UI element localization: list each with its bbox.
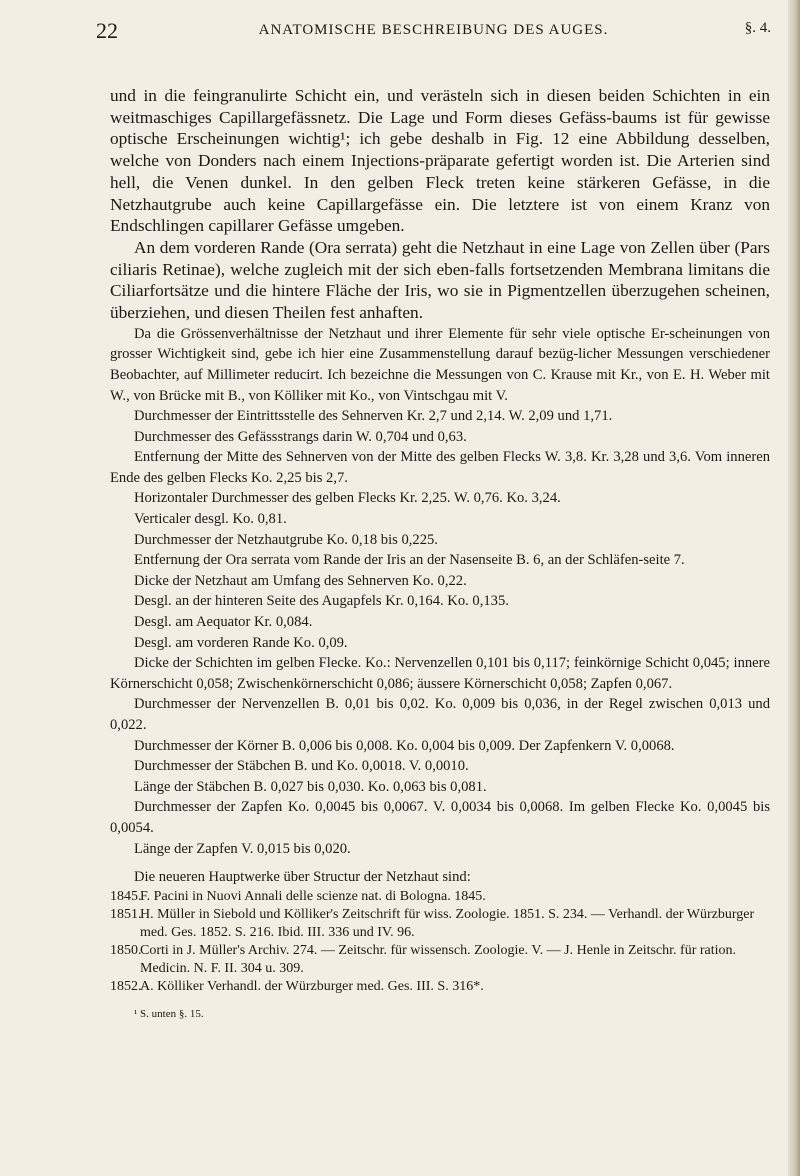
- measurement-item: Durchmesser der Eintrittsstelle des Sehnerven Kr. 2,7 und 2,14. W. 2,09 und 1,71.: [134, 408, 613, 425]
- reference-item: [110, 906, 770, 942]
- reference-year: 1845.: [110, 888, 142, 904]
- section-number: §. 4.: [744, 20, 771, 36]
- measurement-item: Verticaler desgl. Ko. 0,81.: [134, 511, 287, 528]
- reference-item: [110, 942, 770, 978]
- page-number: 22: [96, 18, 118, 43]
- footnote: ¹ S. unten §. 15.: [134, 1007, 204, 1020]
- measurement-item: Dicke der Netzhaut am Umfang des Sehnerven Ko. 0,22.: [134, 572, 467, 589]
- running-header: [96, 8, 771, 48]
- references-block: [110, 867, 770, 996]
- measurement-item: Länge der Stäbchen B. 0,027 bis 0,030. Ko. 0,063 bis 0,081.: [134, 778, 487, 795]
- measurement-item: Durchmesser der Nervenzellen B. 0,01 bis 0,02. Ko. 0,009 bis 0,036, in der Regel zwischen 0,013 und 0,022.: [110, 696, 770, 734]
- reference-text: H. Müller in Siebold und Kölliker's Zeitschrift für wiss. Zoologie. 1851. S. 234. — Verhandl. der Würzburger med. Ges. 1852. S. 216. Ibid. III. 336 und IV. 96.: [140, 906, 755, 940]
- body-paragraph-2: An dem vorderen Rande (Ora serrata) geht die Netzhaut in eine Lage von Zellen über (Pars ciliaris Retinae), welche zugleich mit der sich eben-falls fortsetzenden Membrana limitans die Ciliarfortsätze und die hintere Fläche der Iris, wo sie in Pigmentzellen überzugehen scheinen, überziehen, und diesen Theilen fest anhaften.: [110, 237, 770, 323]
- reference-item: [110, 978, 770, 996]
- reference-item: [110, 888, 770, 906]
- measurement-item: Horizontaler Durchmesser des gelben Flecks Kr. 2,25. W. 0,76. Ko. 3,24.: [134, 490, 561, 507]
- measurement-item: Länge der Zapfen V. 0,015 bis 0,020.: [134, 840, 351, 857]
- measurement-item: Durchmesser der Zapfen Ko. 0,0045 bis 0,0067. V. 0,0034 bis 0,0068. Im gelben Flecke Ko. 0,0045 bis 0,0054.: [110, 799, 770, 836]
- measurement-item: Durchmesser der Körner B. 0,006 bis 0,008. Ko. 0,004 bis 0,009. Der Zapfenkern V. 0,0068.: [134, 737, 675, 754]
- references-intro: Die neueren Hauptwerke über Structur der Netzhaut sind:: [134, 869, 471, 886]
- reference-text: F. Pacini in Nuovi Annali delle scienze nat. di Bologna. 1845.: [140, 888, 486, 904]
- reference-text: Corti in J. Müller's Archiv. 274. — Zeitschr. für wissensch. Zoologie. V. — J. Henle in Zeitschr. für ration. Medicin. N. F. II. 304 u. 309.: [140, 942, 737, 976]
- measurements-intro: Da die Grössenverhältnisse der Netzhaut und ihrer Elemente für sehr viele optische Er-scheinungen von grosser Wichtigkeit sind, gebe ich hier eine Zusammenstellung darauf bezüg-licher Messungen verschiedener Beobachter, auf Millimeter reducirt. Ich bezeichne die Messungen von C. Krause mit Kr., von E. H. Weber mit W., von Brücke mit B., von Kölliker mit Ko., von Vintschgau mit V.: [110, 325, 770, 404]
- running-title: ANATOMISCHE BESCHREIBUNG DES AUGES.: [258, 22, 609, 38]
- measurement-item: Desgl. am vorderen Rande Ko. 0,09.: [134, 634, 348, 651]
- page-binding-edge: [788, 0, 800, 1176]
- reference-year: 1852.: [110, 978, 142, 994]
- reference-year: 1851.: [110, 906, 142, 922]
- measurement-item: Dicke der Schichten im gelben Flecke. Ko.: Nervenzellen 0,101 bis 0,117; feinkörnige Schicht 0,045; innere Körnerschicht 0,058; Zwischenkörnerschicht 0,086; äussere Körnerschicht 0,058; Zapfen 0,067.: [110, 655, 770, 692]
- reference-text: A. Kölliker Verhandl. der Würzburger med. Ges. III. S. 316*.: [140, 978, 484, 994]
- body-paragraph-1: und in die feingranulirte Schicht ein, und verästeln sich in diesen beiden Schichten in ein weitmaschiges Capillargefässnetz. Die Lage und Form dieses Gefäss-baums ist für gewisse optische Erscheinungen wichtig¹; ich gebe deshalb in Fig. 12 eine Abbildung desselben, welche von Donders nach einem Injections-präparate gefertigt worden ist. Die Arterien sind hell, die Venen dunkel. In den gelben Fleck treten keine stärkeren Gefässe, in die Netzhautgrube auch keine Capillargefässe ein. Die letztere ist von einem Kranz von Endschlingen capillarer Gefässe umgeben.: [110, 86, 770, 236]
- page-content: [110, 85, 770, 1020]
- reference-year: 1850.: [110, 942, 142, 958]
- measurement-item: Durchmesser des Gefässstrangs darin W. 0,704 und 0,63.: [134, 428, 467, 445]
- measurement-item: Desgl. an der hinteren Seite des Augapfels Kr. 0,164. Ko. 0,135.: [134, 593, 509, 610]
- measurement-item: Entfernung der Ora serrata vom Rande der Iris an der Nasenseite B. 6, an der Schläfen-seite 7.: [134, 552, 685, 569]
- measurements-block: [110, 324, 770, 859]
- measurement-item: Durchmesser der Netzhautgrube Ko. 0,18 bis 0,225.: [134, 531, 438, 548]
- measurement-item: Entfernung der Mitte des Sehnerven von der Mitte des gelben Flecks W. 3,8. Kr. 3,28 und 3,6. Vom inneren Ende des gelben Flecks Ko. 2,25 bis 2,7.: [110, 449, 770, 486]
- measurement-item: Desgl. am Aequator Kr. 0,084.: [134, 614, 313, 631]
- measurement-item: Durchmesser der Stäbchen B. und Ko. 0,0018. V. 0,0010.: [134, 758, 469, 775]
